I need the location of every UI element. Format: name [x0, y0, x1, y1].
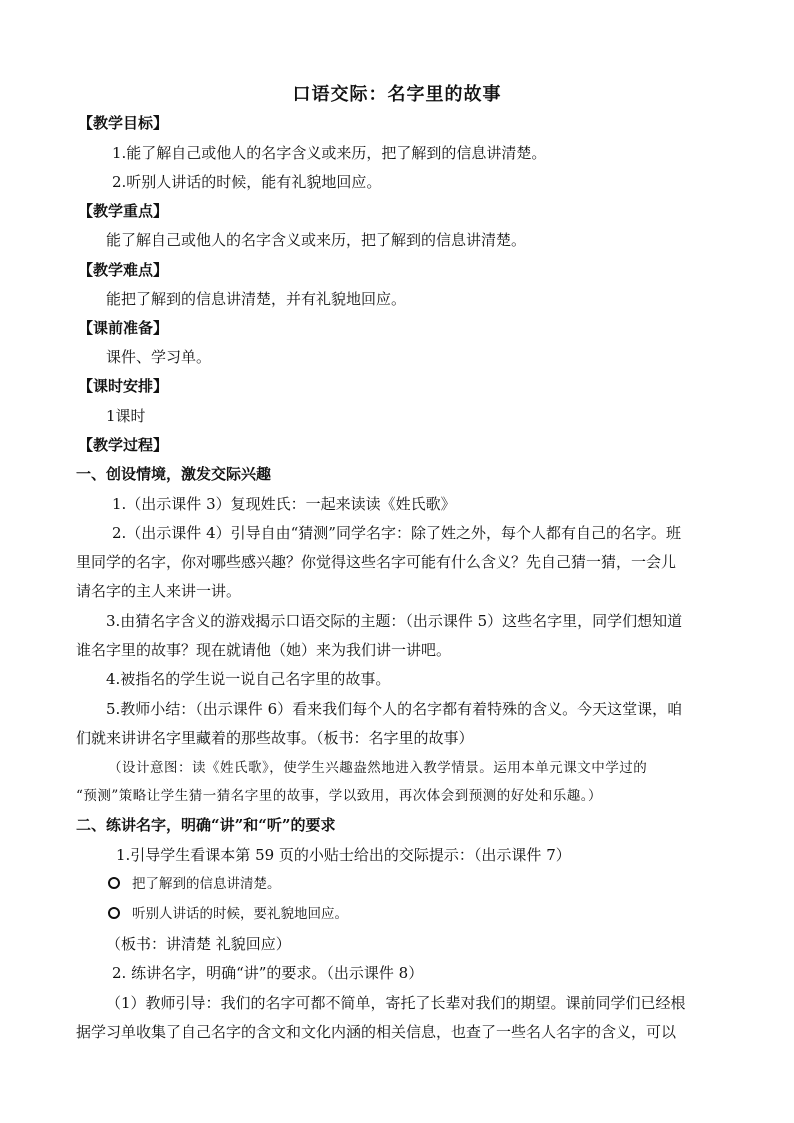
step-heading-2: 二、练讲名字，明确“讲”和“听”的要求: [76, 816, 336, 834]
goal-item-1: 1.能了解自己或他人的名字含义或来历，把了解到的信息讲清楚。: [112, 144, 547, 162]
paragraph-5-line-1: 5.教师小结：（出示课件 6）看来我们每个人的名字都有着特殊的含义。今天这堂课，咱: [106, 700, 683, 718]
bullet-text-2: 听别人讲话的时候，要礼貌地回应。: [132, 906, 348, 922]
paragraph-4: 4.被指名的学生说一说自己名字里的故事。: [106, 670, 391, 688]
paragraph-6: 1.引导学生看课本第 59 页的小贴士给出的交际提示：（出示课件 7）: [116, 846, 571, 864]
design-note-line-2: “预测”策略让学生猜一猜名字里的故事，学以致用，再次体会到预测的好处和乐趣。）: [76, 788, 603, 804]
difficulties-text: 能把了解到的信息讲清楚，并有礼貌地回应。: [106, 290, 407, 308]
goal-item-2: 2.听别人讲话的时候，能有礼貌地回应。: [112, 173, 382, 191]
paragraph-2-line-2: 里同学的名字，你对哪些感兴趣？你觉得这些名字可能有什么含义？先自己猜一猜，一会儿: [76, 553, 677, 571]
bullet-item-2: [108, 904, 348, 924]
paragraph-8-line-1: （1）教师引导：我们的名字可都不简单，寄托了长辈对我们的期望。课前同学们已经根: [106, 994, 686, 1012]
circle-bullet-icon: [108, 907, 120, 919]
section-heading-key-points: 【教学重点】: [78, 202, 169, 220]
section-heading-process: 【教学过程】: [78, 436, 169, 454]
design-note-line-1: （设计意图：读《姓氏歌》，使学生兴趣盎然地进入教学情景。运用本单元课文中学过的: [108, 760, 648, 776]
paragraph-5-line-2: 们就来讲讲名字里藏着的那些故事。（板书：名字里的故事）: [76, 729, 474, 747]
section-heading-schedule: 【课时安排】: [78, 377, 169, 395]
board-note: （板书：讲清楚 礼貌回应）: [106, 935, 291, 953]
bullet-item-1: [108, 874, 281, 894]
paragraph-1: 1.（出示课件 3）复现姓氏：一起来读读《姓氏歌》: [112, 495, 456, 513]
paragraph-7: 2. 练讲名字，明确“讲”的要求。（出示课件 8）: [112, 964, 424, 982]
paragraph-3-line-2: 谁名字里的故事？现在就请他（她）来为我们讲一讲吧。: [76, 641, 452, 659]
schedule-text: 1课时: [106, 407, 146, 425]
paragraph-8-line-2: 据学习单收集了自己名字的含文和文化内涵的相关信息，也查了一些名人名字的含义，可以: [76, 1023, 677, 1041]
key-points-text: 能了解自己或他人的名字含义或来历，把了解到的信息讲清楚。: [106, 231, 527, 249]
bullet-text-1: 把了解到的信息讲清楚。: [132, 876, 281, 892]
step-heading-1: 一、创设情境，激发交际兴趣: [76, 465, 272, 483]
circle-bullet-icon: [108, 877, 120, 889]
paragraph-2-line-1: 2.（出示课件 4）引导自由“猜测”同学名字：除了姓之外，每个人都有自己的名字。班: [112, 524, 681, 542]
paragraph-3-line-1: 3.由猜名字含义的游戏揭示口语交际的主题：（出示课件 5）这些名字里，同学们想知道: [106, 612, 683, 630]
section-heading-preparation: 【课前准备】: [78, 319, 169, 337]
page-title: 口语交际：名字里的故事: [292, 84, 502, 105]
paragraph-2-line-3: 请名字的主人来讲一讲。: [76, 582, 242, 600]
section-heading-difficulties: 【教学难点】: [78, 261, 169, 279]
section-heading-goals: 【教学目标】: [78, 114, 169, 132]
preparation-text: 课件、学习单。: [106, 348, 212, 366]
